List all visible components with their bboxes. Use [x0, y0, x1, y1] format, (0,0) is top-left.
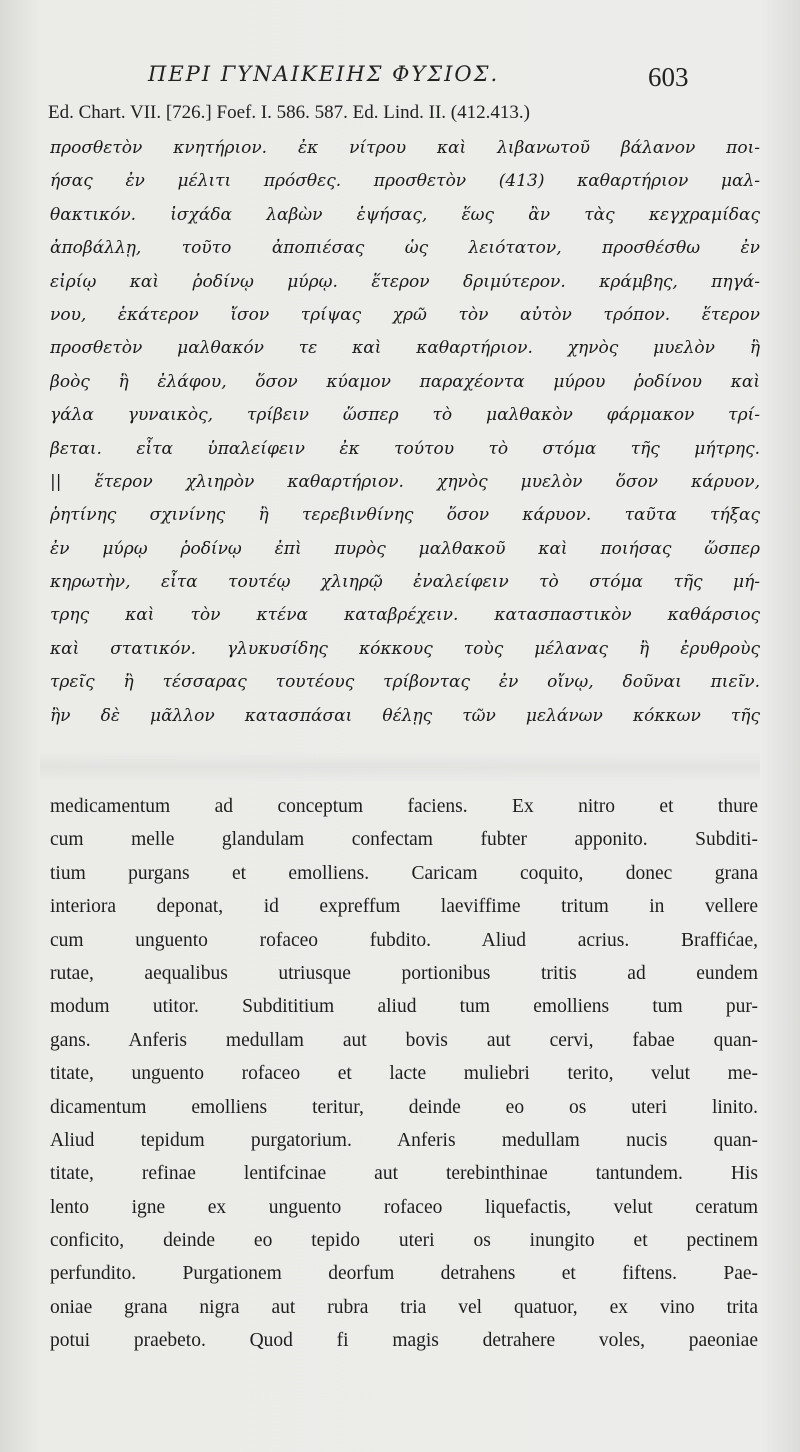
greek-text-line: γάλα γυναικὸς, τρίβειν ὥσπερ τὸ μαλθακὸν φάρμακον τρί-: [50, 405, 760, 426]
edition-reference-line: Ed. Chart. VII. [726.] Foef. I. 586. 587. Ed. Lind. II. (412.413.): [48, 102, 530, 123]
greek-text-line: θακτικόν. ἰσχάδα λαβὼν ἑψήσας, ἕως ἂν τὰς κεγχραμίδας: [50, 204, 760, 225]
greek-text-line: τρεῖς ἢ τέσσαρας τουτέους τρίβοντας ἐν οἴνῳ, δοῦναι πιεῖν.: [50, 672, 760, 693]
greek-text-line: καὶ στατικόν. γλυκυσίδης κόκκους τοὺς μέλανας ἢ ἐρυθροὺς: [50, 638, 760, 659]
latin-text-line: lento igne ex unguento rofaceo liquefactis, velut ceratum: [50, 1196, 758, 1218]
greek-text-line: εἰρίῳ καὶ ῥοδίνῳ μύρῳ. ἕτερον δριμύτερον. κράμβης, πηγά-: [50, 271, 760, 292]
greek-text-line: ἀποβάλλῃ, τοῦτο ἀποπιέσας ὡς λειότατον, προσθέσθω ἐν: [50, 238, 760, 259]
greek-text-line: ἢν δὲ μᾶλλον κατασπάσαι θέλῃς τῶν μελάνων κόκκων τῆς: [50, 705, 760, 726]
greek-text-line: βεται. εἶτα ὑπαλείφειν ἐκ τούτου τὸ στόμα τῆς μήτρης.: [50, 438, 760, 459]
latin-text-line: conficito, deinde eo tepido uteri os inungito et pectinem: [50, 1230, 758, 1252]
latin-text-line: interiora deponat, id expreffum laeviffime tritum in vellere: [50, 896, 758, 918]
latin-text-line: potui praebeto. Quod fi magis detrahere voles, paeoniae: [50, 1330, 758, 1352]
greek-text-line: ἐν μύρῳ ῥοδίνῳ ἐπὶ πυρὸς μαλθακοῦ καὶ ποιήσας ὥσπερ: [50, 538, 760, 559]
running-head: [0, 62, 800, 102]
latin-text-line: medicamentum ad conceptum faciens. Ex nitro et thure: [50, 796, 758, 817]
greek-text-line: κηρωτὴν, εἶτα τουτέῳ χλιηρῷ ἐναλείφειν τὸ στόμα τῆς μή-: [50, 572, 760, 593]
latin-text-line: perfundito. Purgationem deorfum detrahens et fiftens. Pae-: [50, 1263, 758, 1285]
bleed-through-band: [40, 752, 760, 782]
latin-text-line: cum unguento rofaceo fubdito. Aliud acrius. Braffićae,: [50, 929, 758, 951]
greek-text-line: τρης καὶ τὸν κτένα καταβρέχειν. κατασπαστικὸν καθάρσιος: [50, 605, 760, 626]
greek-text-block: [50, 132, 760, 733]
greek-text-line: ῥητίνης σχινίνης ἢ τερεβινθίνης ὅσον κάρυον. ταῦτα τήξας: [50, 505, 760, 526]
latin-text-line: gans. Anferis medullam aut bovis aut cervi, fabae quan-: [50, 1029, 758, 1051]
greek-text-line: βοὸς ἢ ἐλάφου, ὅσον κύαμον παραχέοντα μύρου ῥοδίνου καὶ: [50, 371, 760, 392]
greek-text-line: προσθετὸν μαλθακόν τε καὶ καθαρτήριον. χηνὸς μυελὸν ἢ: [50, 338, 760, 359]
latin-text-line: titate, refinae lentifcinae aut terebinthinae tantundem. His: [50, 1163, 758, 1185]
latin-text-line: tium purgans et emolliens. Caricam coquito, donec grana: [50, 862, 758, 884]
greek-text-line: || ἕτερον χλιηρὸν καθαρτήριον. χηνὸς μυελὸν ὅσον κάρυον,: [50, 471, 760, 492]
latin-text-line: Aliud tepidum purgatorium. Anferis medullam nucis quan-: [50, 1129, 758, 1151]
latin-text-block: [50, 790, 758, 1358]
latin-text-line: modum utitor. Subdititium aliud tum emolliens tum pur-: [50, 996, 758, 1018]
greek-text-line: προσθετὸν κνητήριον. ἐκ νίτρου καὶ λιβανωτοῦ βάλανον ποι-: [50, 138, 760, 158]
running-title: ΠΕΡΙ ΓΥΝΑΙΚΕΙΗΣ ΦΥΣΙΟΣ.: [148, 62, 500, 86]
latin-text-line: dicamentum emolliens teritur, deinde eo os uteri linito.: [50, 1096, 758, 1118]
page-number: 603: [648, 62, 689, 92]
latin-text-line: oniae grana nigra aut rubra tria vel quatuor, ex vino trita: [50, 1296, 758, 1318]
latin-text-line: rutae, aequalibus utriusque portionibus tritis ad eundem: [50, 962, 758, 984]
greek-text-line: νου, ἑκάτερον ἴσον τρίψας χρῶ τὸν αὐτὸν τρόπον. ἕτερον: [50, 304, 760, 325]
greek-text-line: ήσας ἐν μέλιτι πρόσθες. προσθετὸν (413) καθαρτήριον μαλ-: [50, 171, 760, 192]
latin-text-line: cum melle glandulam confectam fubter apponito. Subditi-: [50, 829, 758, 851]
latin-text-line: titate, unguento rofaceo et lacte muliebri terito, velut me-: [50, 1063, 758, 1085]
